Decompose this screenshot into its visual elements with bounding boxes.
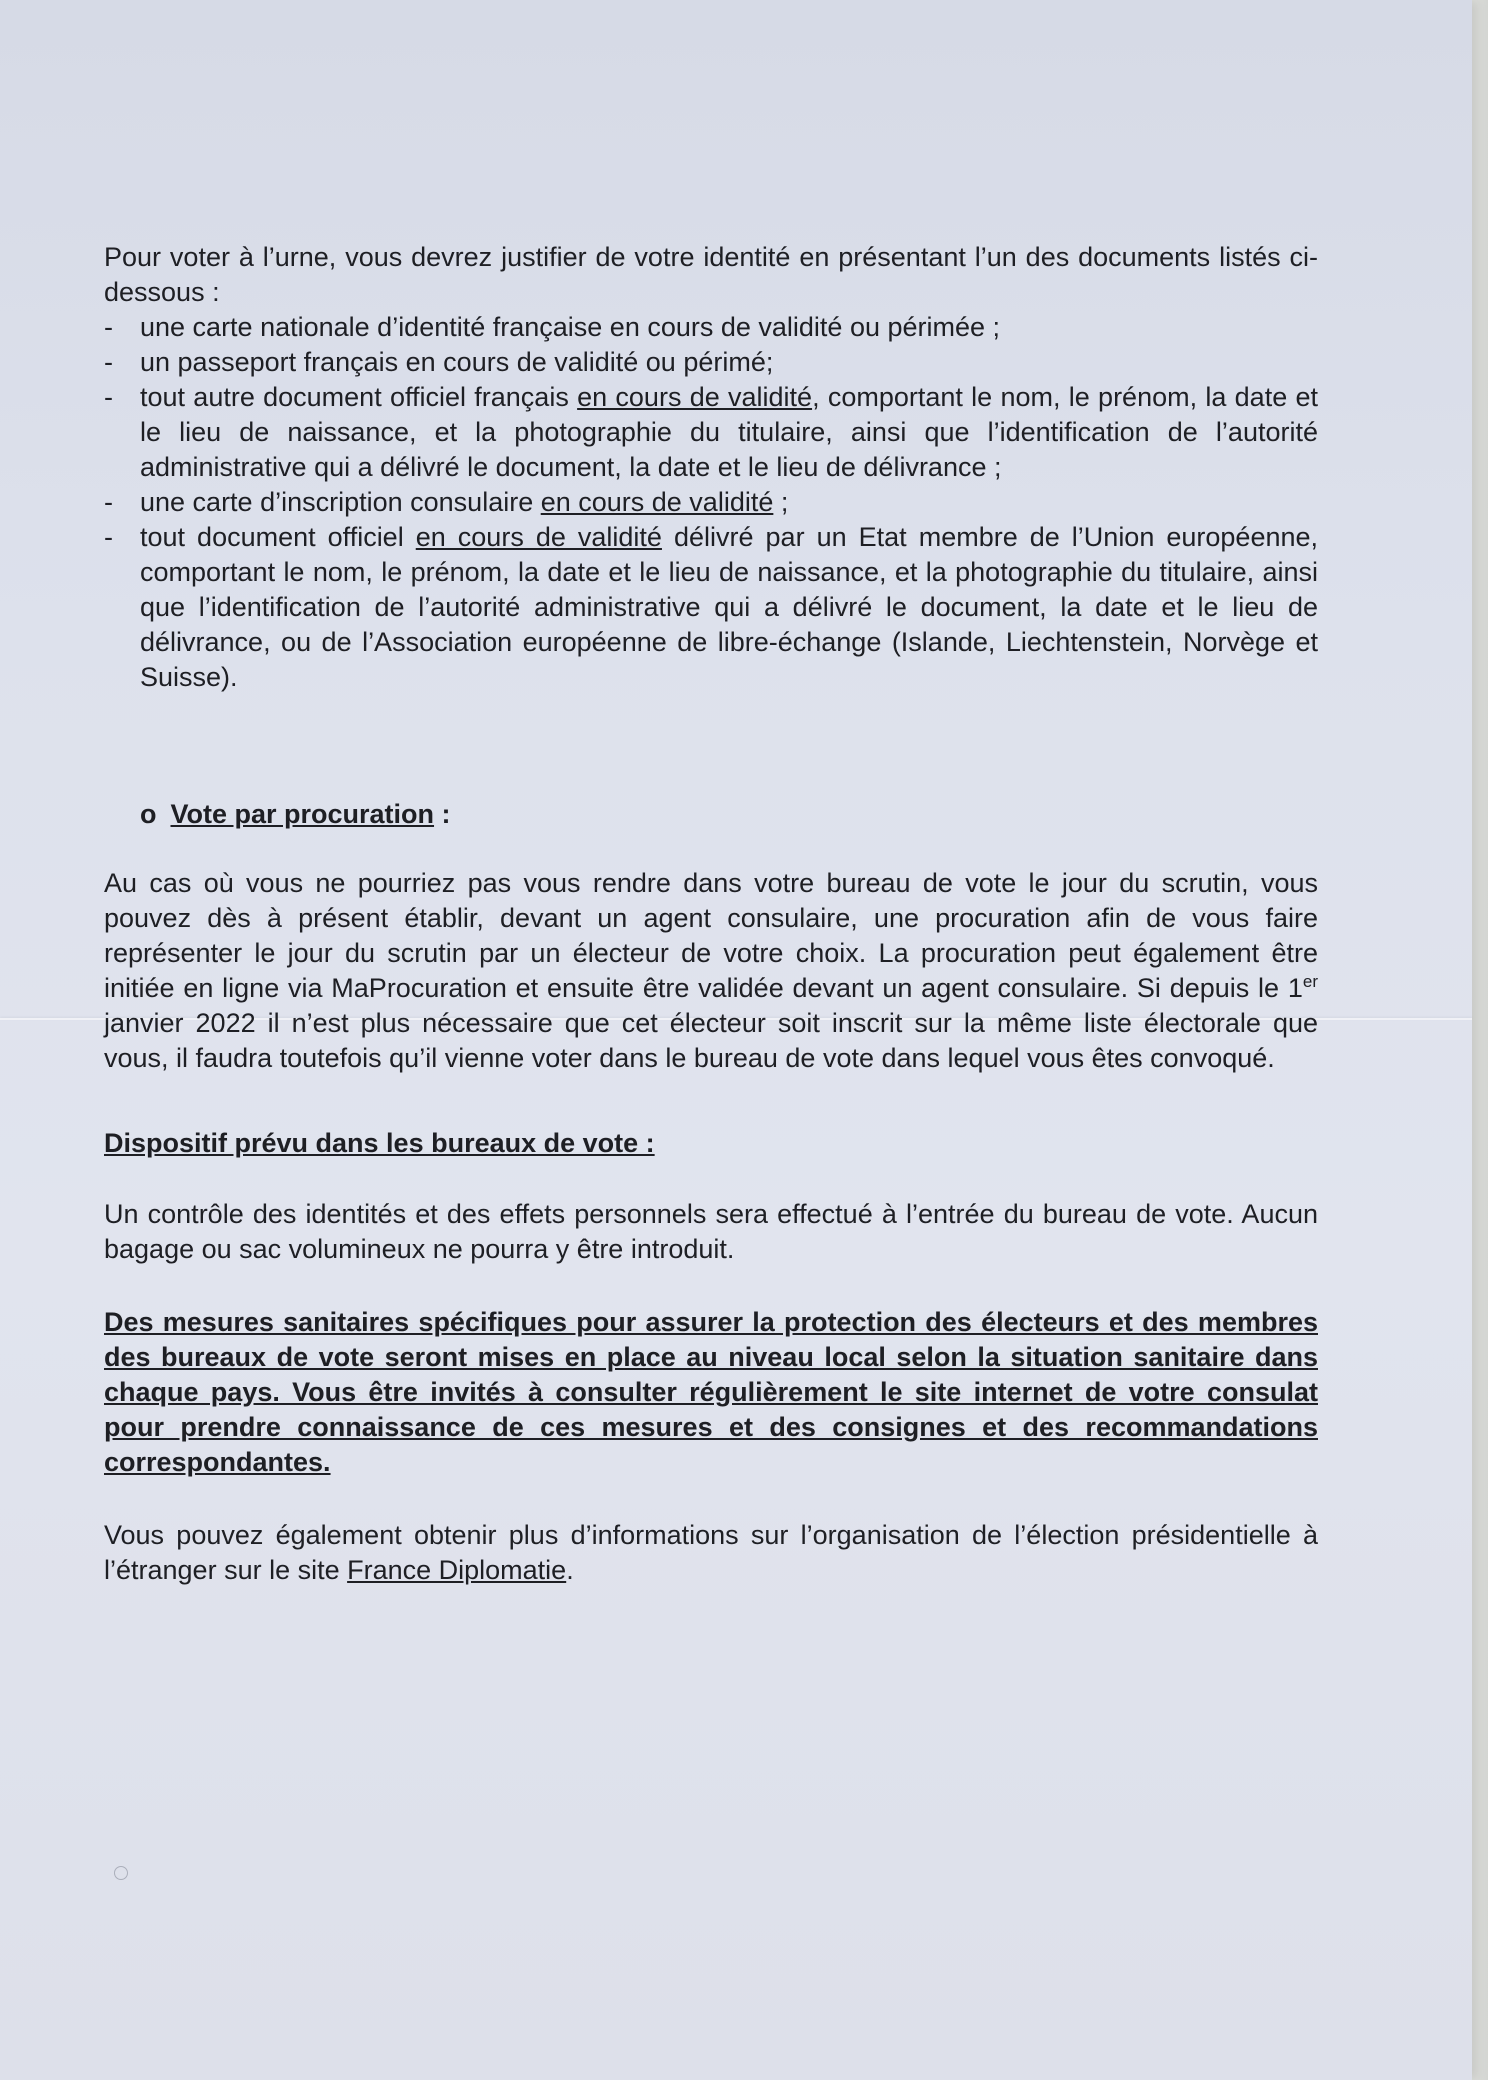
procuration-paragraph	[104, 866, 1318, 1076]
dash-bullet: -	[104, 312, 113, 342]
id-documents-list	[104, 310, 1318, 695]
item-text-rest: délivré par un Etat membre de l’Union européenne, comportant le nom, le prénom, la date et le lieu de naissance, et la photographie du titulaire, ainsi que l’identification de l’autorité administrative qui a délivré le document, la date et le lieu de délivrance, ou de l’Association européenne de libre-échange (Islande, Liechtenstein, Norvège et Suisse).	[140, 522, 1319, 692]
document-content	[104, 240, 1318, 1588]
item-text-rest: ;	[773, 487, 789, 517]
item-text: tout document officiel	[140, 522, 416, 552]
list-item	[104, 485, 1318, 520]
validity-underline: en cours de validité	[540, 487, 774, 517]
dash-bullet: -	[104, 347, 113, 377]
procuration-text: Au cas où vous ne pourriez pas vous rendre dans votre bureau de vote le jour du scrutin, vous pouvez dès à présent établir, devant un agent consulaire, une procuration afin de vous faire représenter le jour du scrutin par un électeur de votre choix. La procuration peut également être initiée en ligne via MaProcuration et ensuite être validée devant un agent consulaire. Si depuis le 1	[104, 868, 1318, 1003]
list-item	[104, 345, 1318, 380]
circle-bullet: o	[140, 799, 157, 829]
item-text-rest: , comportant le nom, le prénom, la date et le lieu de naissance, et la photographie du titulaire, ainsi que l’identification de l’autorité administrative qui a délivré le document, la date et le lieu de délivrance ;	[140, 382, 1318, 482]
validity-underline: en cours de validité	[415, 522, 662, 552]
sanitary-measures-paragraph: Des mesures sanitaires spécifiques pour assurer la protection des électeurs et des membres des bureaux de vote seront mises en place au niveau local selon la situation sanitaire dans chaque pays. Vous être invités à consulter régulièrement le site internet de votre consulat pour prendre connaissance de ces mesures et des consignes et des recommandations correspondantes.	[104, 1307, 1318, 1477]
item-text: un passeport français en cours de validité ou périmé;	[140, 347, 774, 377]
paper-mark	[114, 1866, 128, 1880]
dash-bullet: -	[104, 382, 113, 412]
dispositif-heading: Dispositif prévu dans les bureaux de vote :	[104, 1128, 655, 1158]
superscript-er: er	[1302, 972, 1318, 991]
dash-bullet: -	[104, 522, 113, 552]
final-paragraph	[104, 1518, 1318, 1588]
procuration-section-title	[140, 797, 1318, 832]
item-text: tout autre document officiel français	[140, 382, 578, 412]
procuration-title: Vote par procuration	[170, 799, 435, 829]
intro-paragraph: Pour voter à l’urne, vous devrez justifier de votre identité en présentant l’un des documents listés ci-dessous :	[104, 242, 1318, 307]
procuration-text-rest: janvier 2022 il n’est plus nécessaire que cet électeur soit inscrit sur la même liste électorale que vous, il faudra toutefois qu’il vienne voter dans le bureau de vote dans lequel vous êtes convoqué.	[104, 1008, 1318, 1073]
list-item	[104, 380, 1318, 485]
list-item	[104, 520, 1318, 695]
item-text: une carte nationale d’identité française en cours de validité ou périmée ;	[140, 312, 1001, 342]
validity-underline: en cours de validité	[577, 382, 813, 412]
procuration-title-suffix: :	[434, 799, 451, 829]
france-diplomatie-link[interactable]: France Diplomatie	[347, 1555, 567, 1585]
item-text: une carte d’inscription consulaire	[140, 487, 541, 517]
list-item	[104, 310, 1318, 345]
dispositif-paragraph: Un contrôle des identités et des effets personnels sera effectué à l’entrée du bureau de vote. Aucun bagage ou sac volumineux ne pourra y être introduit.	[104, 1199, 1318, 1264]
final-text: Vous pouvez également obtenir plus d’informations sur l’organisation de l’élection présidentielle à l’étranger sur le site	[104, 1520, 1318, 1585]
dash-bullet: -	[104, 487, 113, 517]
final-text-end: .	[566, 1555, 574, 1585]
